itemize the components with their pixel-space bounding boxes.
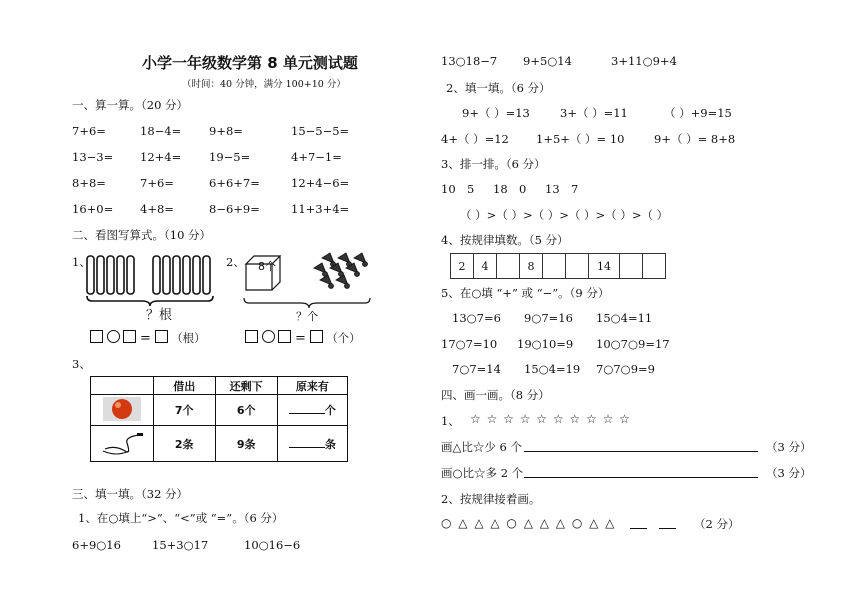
- section3-heading: 三、填一填。（32 分）: [72, 487, 189, 501]
- sticks-question-label: ？根: [146, 308, 173, 323]
- arithmetic-item[interactable]: 18−4=: [140, 124, 182, 138]
- number-item: 13: [545, 182, 560, 196]
- arithmetic-item[interactable]: 13−3=: [72, 150, 114, 164]
- page-subtitle: （时间：40 分钟，满分 100+10 分）: [182, 79, 346, 90]
- sequence-cell[interactable]: 8: [520, 254, 543, 279]
- problem1-number: 1、: [72, 255, 91, 269]
- header-original: 原来有: [277, 377, 347, 395]
- number-item: 5: [467, 182, 475, 196]
- fill-item[interactable]: 9+（ ）= 8+8: [654, 132, 736, 146]
- operator-item[interactable]: 10○7○9=17: [596, 337, 670, 351]
- arithmetic-item[interactable]: 16+0=: [72, 202, 114, 216]
- rope-image: [91, 426, 154, 462]
- answer-box[interactable]: [90, 330, 103, 343]
- q2-row-2: [441, 131, 735, 147]
- compare-item[interactable]: 13○18−7: [441, 54, 498, 68]
- arithmetic-item[interactable]: 12+4=: [140, 150, 182, 164]
- section2-heading: 二、看图写算式。（10 分）: [72, 228, 212, 242]
- draw-q1-number: 1、: [441, 414, 460, 428]
- pattern-blank[interactable]: [630, 528, 647, 529]
- q1-instruction: 1、在○填上“>”、“<”或 “=”。（6 分）: [78, 511, 284, 525]
- box-label: 8个: [258, 260, 276, 273]
- fill-item[interactable]: 9+（ ）=13: [462, 106, 530, 120]
- problem2-unit: （个）: [326, 331, 361, 345]
- q1-row-1: [72, 538, 300, 552]
- arithmetic-item[interactable]: 9+8=: [209, 124, 243, 138]
- sequence-cell[interactable]: 14: [589, 254, 620, 279]
- operator-item[interactable]: 15○4=11: [596, 311, 653, 325]
- operator-item[interactable]: 9○7=16: [524, 311, 573, 325]
- arithmetic-item[interactable]: 19−5=: [209, 150, 251, 164]
- number-item: 0: [519, 182, 527, 196]
- problem1-answer-row[interactable]: = （根）: [90, 330, 206, 346]
- operator-item[interactable]: 15○4=19: [524, 362, 581, 376]
- arithmetic-item[interactable]: 7+6=: [72, 124, 106, 138]
- answer-box[interactable]: [310, 330, 323, 343]
- operator-item[interactable]: 17○7=10: [441, 337, 498, 351]
- ball-original[interactable]: 个: [277, 395, 347, 426]
- pattern-blank[interactable]: [659, 528, 676, 529]
- page-title: 小学一年级数学第 8 单元测试题: [142, 54, 358, 72]
- sequence-cell[interactable]: [543, 254, 566, 279]
- q5-row-1: [452, 311, 652, 325]
- fill-item[interactable]: 1+5+（ ）= 10: [536, 132, 625, 146]
- answer-box[interactable]: [245, 330, 258, 343]
- sequence-cell[interactable]: [620, 254, 643, 279]
- arithmetic-item[interactable]: 8−6+9=: [209, 202, 260, 216]
- shape-pattern: ○ △ △ △ ○ △ △ △ ○ △ △: [441, 516, 615, 530]
- problem2-number: 2、: [226, 255, 245, 269]
- operator-circle[interactable]: [262, 330, 275, 343]
- operator-item[interactable]: 7○7=14: [452, 362, 501, 376]
- arithmetic-item[interactable]: 6+6+7=: [209, 176, 260, 190]
- q3-instruction: 3、排一排。（6 分）: [441, 157, 546, 171]
- q3-blanks[interactable]: （ ）>（ ）>（ ）>（ ）>（ ）>（ ）: [460, 208, 669, 222]
- header-left: 还剩下: [215, 377, 277, 395]
- sequence-cell[interactable]: 2: [451, 254, 474, 279]
- star-row: ☆ ☆ ☆ ☆ ☆ ☆ ☆ ☆ ☆ ☆: [470, 412, 630, 426]
- arithmetic-item[interactable]: 7+6=: [140, 176, 174, 190]
- rope-original[interactable]: 条: [277, 426, 347, 462]
- operator-circle[interactable]: [107, 330, 120, 343]
- number-item: 7: [571, 182, 579, 196]
- compare-item[interactable]: 6+9○16: [72, 538, 121, 552]
- answer-box[interactable]: [123, 330, 136, 343]
- sequence-cell[interactable]: [497, 254, 520, 279]
- sequence-table: [450, 253, 666, 279]
- answer-box[interactable]: [278, 330, 291, 343]
- fill-item[interactable]: 3+（ ）=11: [560, 106, 628, 120]
- operator-item[interactable]: 7○7○9=9: [596, 362, 655, 376]
- q2-instruction: 2、填一填。（6 分）: [446, 81, 551, 95]
- shuttlecock-question-label: ？个: [296, 310, 318, 323]
- arithmetic-item[interactable]: 8+8=: [72, 176, 106, 190]
- q5-instruction: 5、在○填 “+” 或 “−”。（9 分）: [441, 286, 610, 300]
- number-item: 18: [493, 182, 508, 196]
- problem2-answer-row[interactable]: = （个）: [245, 330, 361, 346]
- draw-q2-instruction: 2、按规律接着画。: [441, 492, 541, 506]
- q4-instruction: 4、按规律填数。（5 分）: [441, 233, 569, 247]
- problem3-number: 3、: [72, 357, 91, 371]
- draw-line-2-label: 画○比☆多 2 个: [441, 466, 524, 480]
- arithmetic-item[interactable]: 12+4−6=: [291, 176, 350, 190]
- compare-item[interactable]: 10○16−6: [244, 538, 301, 552]
- number-item: 10: [441, 182, 456, 196]
- compare-item[interactable]: 15+3○17: [152, 538, 209, 552]
- ball-image: [91, 395, 154, 426]
- compare-item[interactable]: 9+5○14: [523, 54, 572, 68]
- arithmetic-item[interactable]: 15−5−5=: [291, 124, 350, 138]
- draw-line-2[interactable]: [524, 477, 758, 478]
- draw-line-1-label: 画△比☆少 6 个: [441, 440, 522, 454]
- fill-item[interactable]: 4+（ ）=12: [441, 132, 509, 146]
- sequence-cell[interactable]: 4: [474, 254, 497, 279]
- pattern-points: （2 分）: [694, 517, 740, 531]
- arithmetic-item[interactable]: 4+7−1=: [291, 150, 342, 164]
- sequence-cell[interactable]: [643, 254, 666, 279]
- q5-row-2: [441, 337, 670, 351]
- section4-heading: 四、画一画。（8 分）: [441, 388, 550, 402]
- rope-left: 9条: [215, 426, 277, 462]
- q5-row-3: [452, 362, 655, 376]
- operator-item[interactable]: 13○7=6: [452, 311, 501, 325]
- ball-left: 6个: [215, 395, 277, 426]
- compare-item[interactable]: 3+11○9+4: [611, 54, 677, 68]
- q2-row-1: [462, 105, 732, 121]
- borrow-table: [90, 376, 348, 462]
- fill-item[interactable]: （ ）+9=15: [664, 106, 732, 120]
- q1-row-2: [441, 54, 677, 68]
- header-lent: 借出: [153, 377, 215, 395]
- arithmetic-item[interactable]: 11+3+4=: [291, 202, 350, 216]
- sequence-cell[interactable]: [566, 254, 589, 279]
- ball-lent: 7个: [153, 395, 215, 426]
- rope-lent: 2条: [153, 426, 215, 462]
- section1-heading: 一、算一算。（20 分）: [72, 98, 189, 112]
- answer-box[interactable]: [155, 330, 168, 343]
- draw-line-1-points: （3 分）: [766, 440, 812, 454]
- operator-item[interactable]: 19○10=9: [517, 337, 574, 351]
- problem1-unit: （根）: [171, 331, 206, 345]
- arithmetic-item[interactable]: 4+8=: [140, 202, 174, 216]
- draw-line-2-points: （3 分）: [766, 466, 812, 480]
- q3-numbers: [441, 182, 578, 196]
- draw-line-1[interactable]: [524, 451, 758, 452]
